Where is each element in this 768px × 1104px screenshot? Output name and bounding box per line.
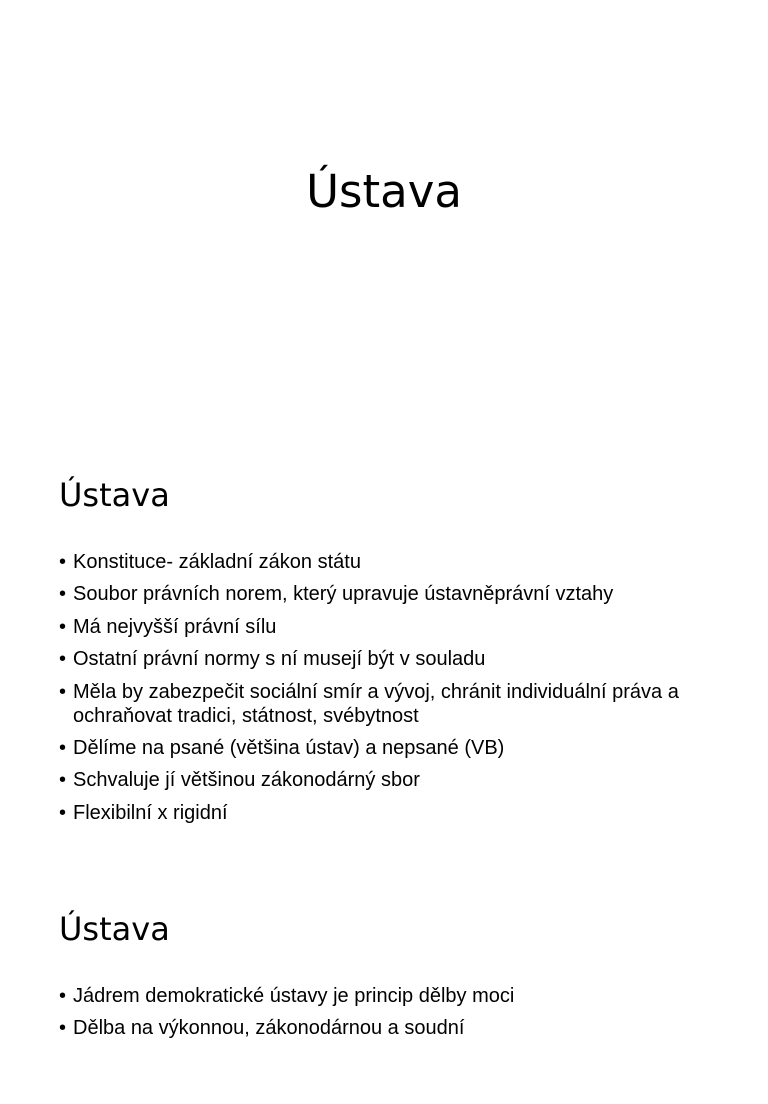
list-item-text: Dělíme na psané (většina ústav) a nepsané (VB)	[73, 736, 505, 759]
bullet-icon: •	[59, 551, 67, 573]
list-item	[59, 647, 719, 671]
list-item	[59, 615, 719, 639]
list-item	[59, 736, 719, 760]
bullet-icon: •	[59, 1017, 67, 1040]
bullet-list	[59, 550, 719, 833]
list-item-text: Schvaluje jí většinou zákonodárný sbor	[73, 769, 420, 792]
content-slide-1	[0, 470, 768, 870]
title-slide	[0, 0, 768, 400]
bullet-list	[59, 984, 719, 1049]
bullet-icon: •	[59, 985, 67, 1007]
list-item-text: Konstituce- základní zákon státu	[73, 551, 361, 573]
bullet-icon: •	[59, 801, 67, 824]
slide-heading: Ústava	[59, 476, 170, 514]
list-item	[59, 984, 719, 1008]
bullet-icon: •	[59, 769, 67, 792]
content-slide-2	[0, 904, 768, 1104]
list-item-text: Jádrem demokratické ústavy je princip dělby moci	[73, 985, 515, 1007]
list-item	[59, 582, 719, 606]
list-item	[59, 550, 719, 574]
list-item-text: Ostatní právní normy s ní musejí být v souladu	[73, 648, 486, 671]
list-item	[59, 801, 719, 825]
list-item-text: Flexibilní x rigidní	[73, 801, 228, 824]
list-item-text: Měla by zabezpečit sociální smír a vývoj, chránit individuální práva a ochraňovat tradici, státnost, svébytnost	[73, 680, 679, 727]
bullet-icon: •	[59, 648, 67, 671]
slide-heading: Ústava	[59, 910, 170, 948]
list-item-text: Soubor právních norem, který upravuje ústavněprávní vztahy	[73, 583, 614, 606]
bullet-icon: •	[59, 736, 67, 759]
bullet-icon: •	[59, 615, 67, 638]
list-item	[59, 1016, 719, 1040]
bullet-icon: •	[59, 583, 67, 606]
list-item-text: Dělba na výkonnou, zákonodárnou a soudní	[73, 1017, 465, 1040]
bullet-icon: •	[59, 680, 67, 703]
list-item-text: Má nejvyšší právní sílu	[73, 615, 277, 638]
page-title: Ústava	[306, 165, 462, 218]
list-item	[59, 680, 719, 728]
list-item	[59, 768, 719, 792]
